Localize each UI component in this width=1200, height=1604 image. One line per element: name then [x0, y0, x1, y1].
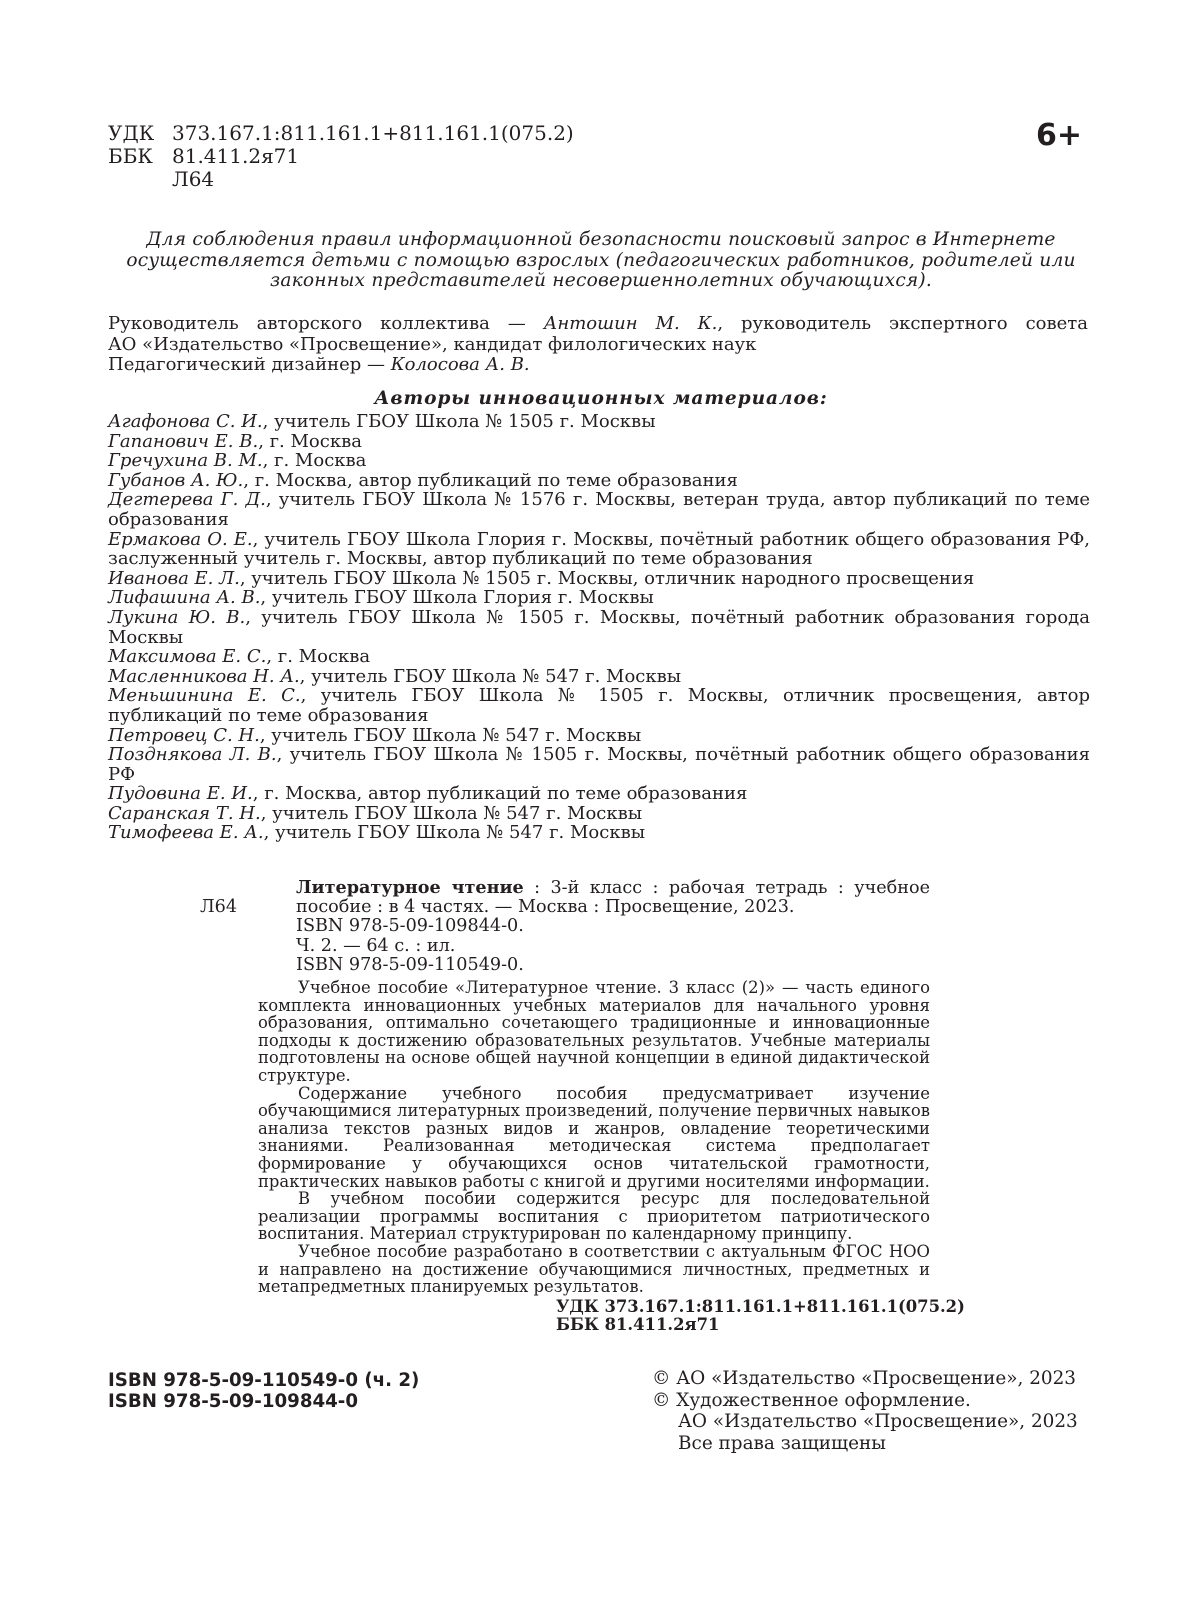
author-name: Петровец С. Н. [108, 724, 260, 746]
author-entry [108, 647, 1090, 667]
author-description: , г. Москва [258, 430, 362, 452]
bottom-udk: УДК 373.167.1:811.161.1+811.161.1(075.2) [556, 1297, 965, 1316]
author-name: Агафонова С. И. [108, 411, 263, 432]
author-description: , учитель ГБОУ Школа № 1505 г. Москвы, отличник просвещения, автор публикаций по теме образования [108, 685, 1091, 726]
author-description: , учитель ГБОУ Школа № 547 г. Москвы [263, 822, 646, 844]
author-description: , г. Москва, автор публикаций по теме образования [252, 783, 748, 805]
author-entry [108, 667, 1090, 687]
author-name: Тимофеева Е. А. [108, 822, 264, 844]
annotation [258, 979, 930, 1296]
author-name: Иванова Е. Л. [108, 567, 240, 589]
author-name: Позднякова Л. В. [108, 744, 277, 766]
author-name: Гапанович Е. В. [108, 430, 259, 452]
author-description: , г. Москва [266, 646, 371, 668]
authors-list [108, 412, 1090, 843]
footer-isbn-set: ISBN 978-5-09-109844-0 [108, 1391, 358, 1412]
footer-isbn [108, 1370, 419, 1412]
author-name: Лукина Ю. В. [108, 606, 246, 628]
author-entry [108, 490, 1090, 529]
copyright-block [652, 1368, 1078, 1454]
author-description: , г. Москва, автор публикаций по теме образования [243, 469, 738, 491]
udk-label: УДК [108, 121, 155, 145]
author-name: Масленникова Н. А. [108, 665, 300, 687]
author-name: Дегтерева Г. Д. [108, 489, 266, 511]
editorial-credits [108, 314, 1088, 376]
safety-notice: Для соблюдения правил информационной безопасности поисковый запрос в Интернете осуществляется детьми с помощью взрослых (педагогических работников, родителей или законных представителей несовершеннолетних обучающихся). [126, 229, 1076, 291]
rights-reserved: Все права защищены [678, 1432, 886, 1454]
biblio-publication-line: пособие : в 4 частях. — Москва : Просвещение, 2023. [296, 897, 795, 918]
annotation-paragraph: Содержание учебного пособия предусматривает изучение обучающимися литературных произведений, получение первичных навыков анализа текстов разных видов и жанров, овладение теоретическими знаниями. Реализованная методическая система предполагает формирование у обучающихся основ читательской грамотности, практических навыков работы с книгой и другими носителями информации. [258, 1083, 930, 1191]
annotation-paragraph: Учебное пособие разработано в соответствии с актуальным ФГОС НОО и направлено на достижение обучающимися личностных, предметных и метапредметных планируемых результатов. [258, 1241, 930, 1297]
author-entry [108, 471, 1090, 491]
footer-isbn-part: ISBN 978-5-09-110549-0 (ч. 2) [108, 1370, 420, 1391]
classification-codes [108, 122, 574, 191]
author-entry [108, 451, 1090, 471]
author-description: , учитель ГБОУ Школа № 547 г. Москвы [260, 802, 643, 824]
lead-author-name: Антошин М. К. [543, 313, 718, 334]
age-rating-badge: 6+ [1035, 118, 1082, 153]
author-entry [108, 608, 1090, 647]
copyright-design-holder: АО «Издательство «Просвещение», 2023 [678, 1411, 1078, 1432]
author-name: Меньшинина Е. С. [108, 685, 301, 707]
annotation-paragraph: Учебное пособие «Литературное чтение. 3 класс (2)» — часть единого комплекта инновационных учебных материалов для начального уровня образования, оптимально сочетающего традиционные и инновационные подходы к достижению образовательных результатов. Учебные материалы подготовлены на основе общей научной концепции в единой дидактической структуре. [258, 978, 930, 1085]
lead-author-affiliation: АО «Издательство «Просвещение», кандидат филологических наук [108, 333, 757, 355]
designer-name: Колосова А. В. [390, 354, 530, 375]
author-description: , учитель ГБОУ Школа Глория г. Москвы [260, 587, 654, 609]
author-name: Максимова Е. С. [108, 646, 267, 668]
author-entry [108, 530, 1090, 569]
author-description: , учитель ГБОУ Школа № 547 г. Москвы [299, 665, 682, 687]
biblio-title-line: Литературное чтение : 3-й класс : рабочая тетрадь : учебное [296, 877, 930, 898]
author-entry [108, 784, 1090, 804]
annotation-paragraph: В учебном пособии содержится ресурс для последовательной реализации программы воспитания с приоритетом патриотического воспитания. Материал структурирован по календарному принципу. [258, 1189, 930, 1244]
biblio-isbn-set: ISBN 978-5-09-109844-0. [296, 916, 524, 937]
udk-value: 373.167.1:811.161.1+811.161.1(075.2) [172, 121, 574, 145]
author-name: Гречухина В. М. [108, 450, 263, 472]
lead-author-line: Руководитель авторского коллектива — Антошин М. К., руководитель экспертного совета [108, 313, 1088, 334]
author-entry [108, 569, 1090, 589]
copyright-publisher: © АО «Издательство «Просвещение», 2023 [652, 1368, 1076, 1389]
author-name: Лифашина А. В. [108, 587, 261, 609]
author-entry [108, 745, 1090, 784]
author-description: , учитель ГБОУ Школа № 1505 г. Москвы, почётный работник общего образования РФ [108, 744, 1091, 785]
author-entry [108, 686, 1090, 725]
bibliographic-record [200, 878, 930, 975]
biblio-isbn-part: ISBN 978-5-09-110549-0. [296, 954, 524, 975]
bbk-value: 81.411.2я71 [172, 144, 300, 168]
bottom-classification-codes [556, 1298, 965, 1334]
designer-line: Педагогический дизайнер — Колосова А. В. [108, 354, 530, 375]
author-description: , учитель ГБОУ Школа № 547 г. Москвы [259, 724, 642, 746]
author-name: Ермакова О. Е. [108, 528, 253, 550]
author-entry [108, 726, 1090, 746]
author-name: Пудовина Е. И. [108, 783, 253, 805]
author-description: , учитель ГБОУ Школа № 1505 г. Москвы, почётный работник образования города Москвы [108, 606, 1090, 648]
author-entry [108, 588, 1090, 608]
author-description: , учитель ГБОУ Школа № 1505 г. Москвы [262, 411, 656, 432]
authors-heading: Авторы инновационных материалов: [374, 388, 828, 409]
author-entry [108, 804, 1090, 824]
bottom-bbk: ББК 81.411.2я71 [556, 1315, 720, 1334]
author-description: , г. Москва [262, 450, 367, 472]
author-name: Губанов А. Ю. [108, 469, 244, 491]
book-title: Литературное чтение [296, 877, 524, 898]
author-description: , учитель ГБОУ Школа № 1576 г. Москвы, ветеран труда, автор публикаций по теме образования [108, 489, 1090, 530]
author-entry [108, 412, 1090, 432]
author-description: , учитель ГБОУ Школа Глория г. Москвы, почётный работник общего образования РФ, заслуженный учитель г. Москвы, автор публикаций по теме образования [108, 528, 1090, 570]
author-name: Саранская Т. Н. [108, 802, 261, 824]
author-description: , учитель ГБОУ Школа № 1505 г. Москвы, отличник народного просвещения [239, 567, 975, 589]
bbk-label: ББК [108, 144, 153, 168]
copyright-design: © Художественное оформление. [652, 1389, 971, 1411]
author-mark: Л64 [172, 167, 215, 191]
author-entry [108, 432, 1090, 452]
biblio-part: Ч. 2. — 64 с. : ил. [296, 935, 456, 956]
author-entry [108, 823, 1090, 843]
biblio-class-mark: Л64 [200, 897, 238, 918]
